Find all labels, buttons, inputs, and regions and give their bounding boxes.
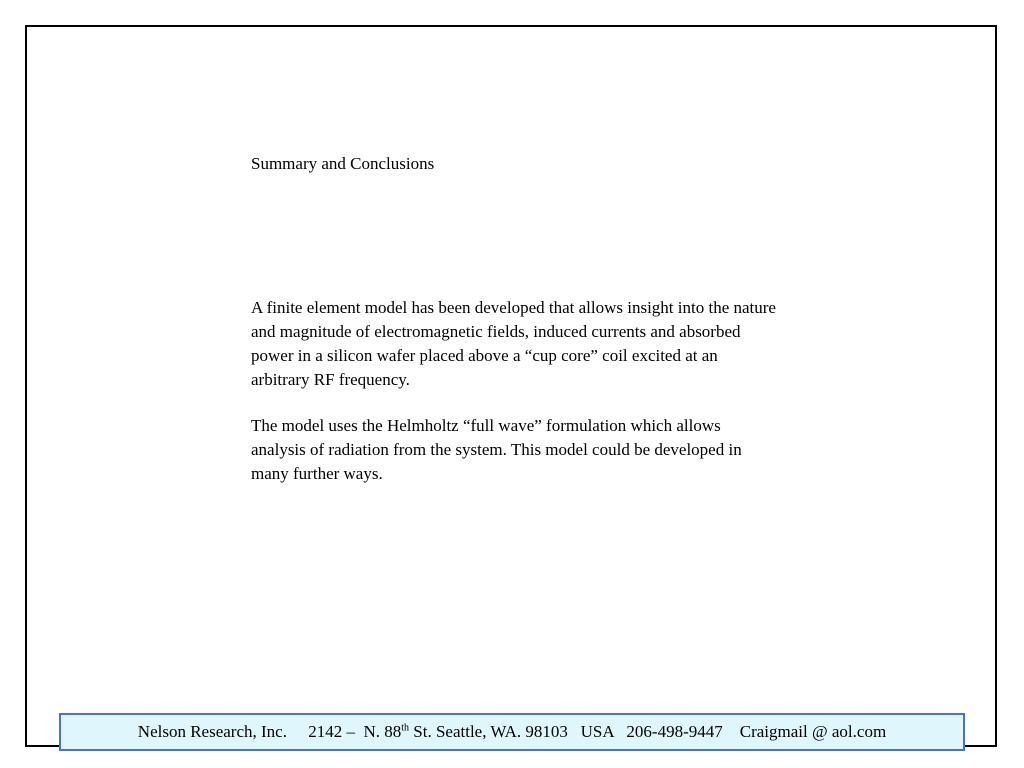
footer-phone: 206-498-9447: [626, 722, 723, 741]
footer-contact-box: [59, 713, 965, 751]
paragraph-line: and magnitude of electromagnetic fields, induced currents and absorbed: [251, 322, 741, 341]
conclusion-paragraph-1: [251, 296, 891, 392]
paragraph-line: A finite element model has been developed that allows insight into the nature: [251, 298, 776, 317]
footer-contact-text: [138, 722, 886, 742]
paragraph-line: analysis of radiation from the system. This model could be developed in: [251, 440, 742, 459]
footer-address-suffix: St. Seattle, WA. 98103 USA: [409, 722, 614, 741]
paragraph-line: arbitrary RF frequency.: [251, 370, 410, 389]
paragraph-line: The model uses the Helmholtz “full wave” formulation which allows: [251, 416, 721, 435]
paragraph-line: many further ways.: [251, 464, 383, 483]
page-title: Summary and Conclusions: [251, 154, 435, 173]
conclusion-paragraph-2: [251, 414, 891, 486]
footer-address-prefix: 2142 – N. 88: [308, 722, 402, 741]
footer-address-superscript: th: [401, 722, 410, 734]
footer-email: Craigmail @ aol.com: [739, 722, 887, 741]
paragraph-line: power in a silicon wafer placed above a “cup core” coil excited at an: [251, 346, 718, 365]
footer-company: Nelson Research, Inc.: [137, 722, 287, 741]
